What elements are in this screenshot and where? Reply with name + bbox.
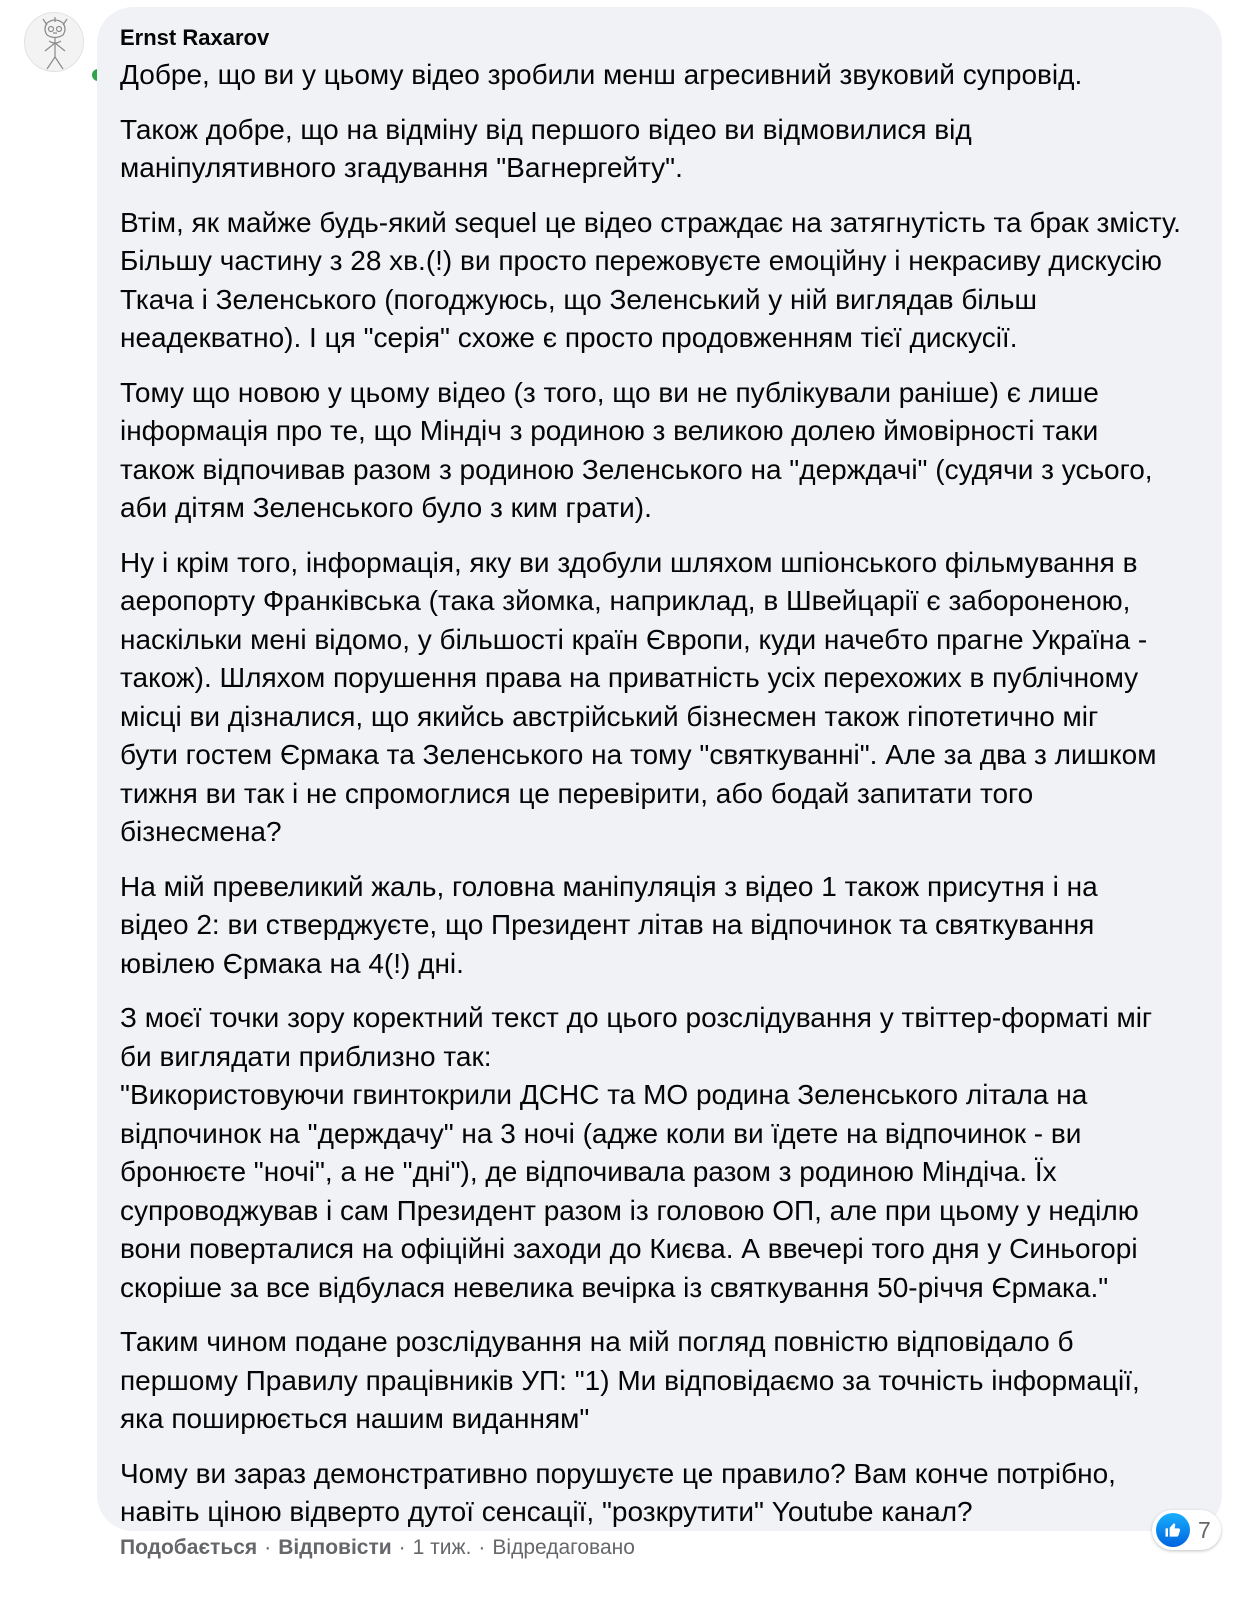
comment-paragraph: З моєї точки зору коректний текст до цього розслідування у твіттер-форматі міг би виглядати приблизно так: "Використовуючи гвинтокрили ДСНС та МО родина Зеленського літала на відпочинок на "держдачу" на 3 ночі (адже коли ви їдете на відпочинок - ви бронюєте "ночі", а не "дні"), де відпочивала разом з родиною Міндіча. Їх супроводжував і сам Президент разом із головою ОП, але при цьому у неділю вони поверталися на офіційні заходи до Києва. А ввечері того дня у Синьогорі скоріше за все відбулася невелика вечірка із святкування 50-річчя Єрмака." — [120, 1002, 1153, 1303]
reaction-summary[interactable] — [1152, 1510, 1221, 1550]
like-icon — [1156, 1513, 1190, 1547]
like-button[interactable]: Подобається — [120, 1536, 258, 1559]
separator: · — [264, 1536, 272, 1559]
comment-paragraph: Тому що новою у цьому відео (з того, що ви не публікували раніше) є лише інформація про те, що Міндіч з родиною з великою долею ймовірності таки також відпочивав разом з родиною Зеленського на "держдачі" (судячи з усього, аби дітям Зеленського було з ким грати). — [120, 376, 1153, 523]
reaction-count: 7 — [1198, 1516, 1211, 1543]
comment-author[interactable]: Ernst Raxarov — [120, 25, 270, 50]
comment-actions — [120, 1533, 635, 1563]
edited-label[interactable]: Відредаговано — [492, 1536, 635, 1559]
comment-paragraph: На мій превеликий жаль, головна маніпуляція з відео 1 також присутня і на відео 2: ви стверджуєте, що Президент літав на відпочинок та святкування ювілею Єрмака на 4(!) дні. — [120, 870, 1098, 979]
reply-button[interactable]: Відповісти — [278, 1536, 392, 1559]
avatar[interactable] — [24, 12, 84, 72]
avatar-container[interactable] — [24, 12, 86, 74]
separator: · — [398, 1536, 406, 1559]
comment-paragraph: Чому ви зараз демонстративно порушуєте це правило? Вам конче потрібно, навіть ціною відверто дутої сенсації, "розкрутити" Youtube канал? — [120, 1457, 1116, 1527]
comment-paragraph: Добре, що ви у цьому відео зробили менш агресивний звуковий супровід. — [120, 59, 1083, 90]
comment-body — [120, 56, 1212, 1532]
comment-timestamp[interactable]: 1 тиж. — [412, 1536, 472, 1559]
thumbs-up-icon — [1163, 1520, 1183, 1540]
comment-paragraph: Також добре, що на відміну від першого відео ви відмовилися від маніпулятивного згадування "Вагнергейту". — [120, 113, 972, 183]
comment-paragraph: Ну і крім того, інформація, яку ви здобули шляхом шпіонського фільмування в аеропорту Франківська (така зйомка, наприклад, в Швейцарії є забороненою, наскільки мені відомо, у більшості країн Європи, куди начебто прагне Україна - також). Шляхом порушення права на приватність усіх перехожих в публічному місці ви дізналися, що якийсь австрійський бізнесмен також гіпотетично міг бути гостем Єрмака та Зеленського на тому "святкуванні". Але за два з лишком тижня ви так і не спромоглися це перевірити, або бодай запитати того бізнесмена? — [120, 546, 1157, 847]
comment-paragraph: Таким чином подане розслідування на мій погляд повністю відповідало б першому Правилу працівників УП: "1) Ми відповідаємо за точність інформації, яка поширюється нашим виданням" — [120, 1326, 1140, 1434]
separator: · — [478, 1536, 486, 1559]
avatar-sketch-icon — [25, 13, 84, 72]
comment-paragraph: Втім, як майже будь-який sequel це відео страждає на затягнутість та брак змісту. Більшу частину з 28 хв.(!) ви просто пережовуєте емоційну і некрасиву дискусію Ткача і Зеленського (погоджуюсь, що Зеленський у ній виглядав більш неадекватно). І ця "серія" схоже є просто продовженням тієї дискусії. — [120, 206, 1181, 353]
